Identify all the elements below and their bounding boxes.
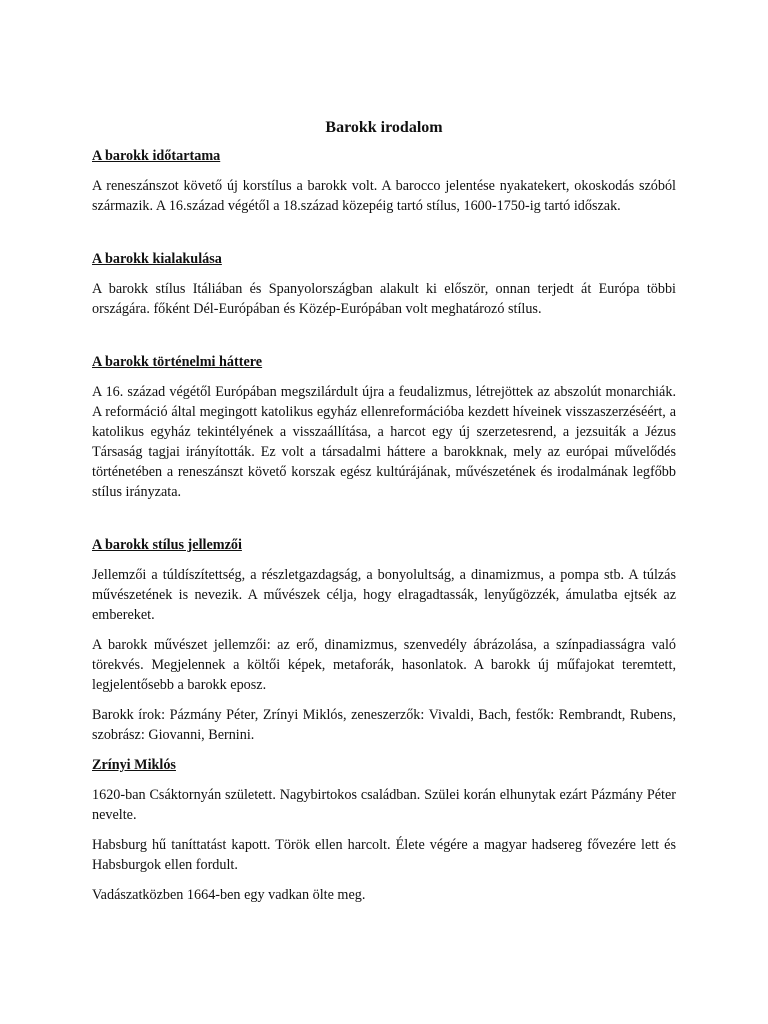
paragraph: A 16. század végétől Európában megszilárdult újra a feudalizmus, létrejöttek az abszolút monarchiák. A reformáció által megingott katolikus egyház ellenreformációba kezdett híveinek visszaszerzéséért, a katolikus egyház tekintélyének a visszaállítása, a harcot egy új szerzetesrend, a jezsuiták a Jézus Társaság tagjai irányították. Ez volt a társadalmi háttere a barokknak, mely az európai művelődés történetében a reneszánszt követő korszak egész kultúrájának, művészetének és irodalmának legfőbb stílus irányzata. xyxy=(92,384,676,500)
paragraph: Habsburg hű taníttatást kapott. Török ellen harcolt. Élete végére a magyar hadsereg fővezére lett és Habsburgok ellen fordult. xyxy=(92,837,676,873)
section-idotartama xyxy=(92,146,676,216)
paragraph: A barokk művészet jellemzői: az erő, dinamizmus, szenvedély ábrázolása, a színpadiasságra való törekvés. Megjelennek a költői képek, metaforák, hasonlatok. A barokk új műfajokat teremtett, legjelentősebb a barokk eposz. xyxy=(92,637,676,693)
document-page xyxy=(92,118,676,905)
paragraph: Jellemzői a túldíszítettség, a részletgazdagság, a bonyolultság, a dinamizmus, a pompa stb. A túlzás művészetének is nevezik. A művészek célja, hogy elragadtassák, lenyűgözzék, ámulatba ejtsék az embereket. xyxy=(92,567,676,623)
section-heading: A barokk kialakulása xyxy=(92,251,222,267)
paragraph: Barokk írok: Pázmány Péter, Zrínyi Miklós, zeneszerzők: Vivaldi, Bach, festők: Rembrandt, Rubens, szobrász: Giovanni, Bernini. xyxy=(92,707,676,743)
section-stilus-jellemzoi xyxy=(92,535,676,745)
section-heading: A barokk időtartama xyxy=(92,148,221,164)
section-heading: A barokk stílus jellemzői xyxy=(92,537,242,553)
section-kialakulasa xyxy=(92,249,676,319)
section-zrinyi-miklos xyxy=(92,755,676,905)
section-tortenelmi-hattere xyxy=(92,352,676,502)
paragraph: Vadászatközben 1664-ben egy vadkan ölte meg. xyxy=(92,887,366,903)
paragraph: A reneszánszot követő új korstílus a barokk volt. A barocco jelentése nyakatekert, okoskodás szóból származik. A 16.század végétől a 18.század közepéig tartó stílus, 1600-1750-ig tartó időszak. xyxy=(92,178,676,214)
paragraph: A barokk stílus Itáliában és Spanyolországban alakult ki először, onnan terjedt át Európa többi országára. főként Dél-Európában és Közép-Európában volt meghatározó stílus. xyxy=(92,281,676,317)
paragraph: 1620-ban Csáktornyán született. Nagybirtokos családban. Szülei korán elhunytak ezárt Pázmány Péter nevelte. xyxy=(92,787,676,823)
document-title: Barokk irodalom xyxy=(325,119,443,136)
section-heading: A barokk történelmi háttere xyxy=(92,354,263,370)
section-heading: Zrínyi Miklós xyxy=(92,757,176,773)
